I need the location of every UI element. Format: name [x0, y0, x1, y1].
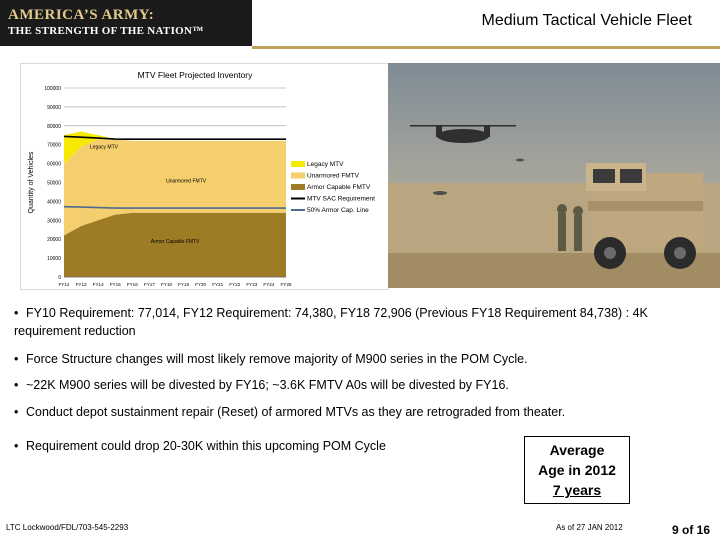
legend-swatch	[291, 161, 305, 167]
bullet-4: • Conduct depot sustainment repair (Reset) of armored MTVs as they are retrograded from theater.	[14, 405, 566, 419]
banner-line-1: AMERICA’S ARMY:	[8, 7, 155, 23]
legend-swatch	[291, 173, 305, 179]
y-axis-label: Quantity of Vehicles	[28, 151, 35, 214]
bullet-2-text: Force Structure changes will most likely remove majority of M900 series in the POM Cycle.	[26, 352, 528, 366]
convoy-helicopter-image	[388, 63, 720, 288]
area-annotation: Legacy MTV	[89, 144, 118, 151]
y-tick-label: 90000	[47, 104, 61, 111]
bullet-4-text: Conduct depot sustainment repair (Reset) of armored MTVs as they are retrograded from theater.	[26, 405, 566, 419]
age-value: 7 years	[552, 482, 602, 498]
x-tick-label: FY17	[143, 282, 155, 287]
x-tick-label: FY16	[126, 282, 138, 287]
legend-label: Unarmored FMTV	[307, 172, 360, 180]
bullet-3-text: ~22K M900 series will be divested by FY16; ~3.6K FMTV A0s will be divested by FY16.	[26, 378, 509, 392]
bullet-1: • FY10 Requirement: 77,014, FY12 Requirement: 74,380, FY18 72,906 (Previous FY18 Requirement 84,738) : 4K requirement reduction	[14, 306, 648, 338]
chart-frame	[20, 63, 389, 290]
page-number: 9 of 16	[672, 523, 711, 537]
fleet-inventory-chart	[21, 64, 388, 289]
y-tick-label: 20000	[47, 237, 61, 244]
y-tick-label: 80000	[47, 123, 61, 130]
title-area	[252, 0, 720, 46]
bullet-5: • Requirement could drop 20-30K within this upcoming POM Cycle	[14, 439, 386, 453]
x-tick-label: FY21	[212, 282, 224, 287]
legend-label: Armor Capable FMTV	[307, 184, 371, 192]
y-tick-label: 100000	[44, 86, 61, 92]
area-annotation: Unarmored FMTV	[166, 178, 207, 185]
y-tick-label: 50000	[47, 180, 61, 187]
vehicle-photo	[388, 63, 720, 288]
banner-line-2: THE STRENGTH OF THE NATION™	[8, 25, 204, 37]
x-tick-label: FY24	[263, 282, 275, 287]
army-banner	[0, 0, 252, 46]
bullet-1-text: FY10 Requirement: 77,014, FY12 Requirement: 74,380, FY18 72,906 (Previous FY18 Requirement 84,738) : 4K requirement reduction	[14, 306, 648, 338]
bullet-3: • ~22K M900 series will be divested by FY16; ~3.6K FMTV A0s will be divested by FY16.	[14, 378, 509, 392]
y-tick-label: 70000	[47, 142, 61, 149]
y-tick-label: 10000	[47, 256, 61, 263]
x-tick-label: FY14	[92, 282, 104, 287]
x-tick-label: FY23	[246, 282, 258, 287]
x-tick-label: FY25	[280, 282, 292, 287]
title-underline	[252, 46, 720, 49]
age-line-2: Age in 2012	[538, 462, 616, 478]
y-tick-label: 0	[58, 275, 61, 281]
x-tick-label: FY13	[75, 282, 87, 287]
area-annotation: Armor Capable FMTV	[150, 238, 200, 245]
footer-date: As of 27 JAN 2012	[556, 523, 623, 532]
footer-contact: LTC Lockwood/FDL/703-545-2293	[6, 523, 129, 532]
y-tick-label: 60000	[47, 161, 61, 168]
average-age-box	[524, 436, 630, 504]
bullet-2: • Force Structure changes will most likely remove majority of M900 series in the POM Cycle.	[14, 352, 528, 366]
y-tick-label: 30000	[47, 218, 61, 225]
x-tick-label: FY18	[160, 282, 172, 287]
age-line-1: Average	[549, 442, 605, 458]
chart-title: MTV Fleet Projected Inventory	[137, 70, 253, 80]
legend-label: MTV SAC Requirement	[307, 195, 375, 203]
x-tick-label: FY12	[58, 282, 70, 287]
x-tick-label: FY20	[195, 282, 207, 287]
legend-label: 50% Armor Cap. Line	[307, 207, 369, 215]
legend-label: Legacy MTV	[307, 161, 344, 169]
slide-title: Medium Tactical Vehicle Fleet	[481, 12, 692, 29]
x-tick-label: FY19	[178, 282, 190, 287]
bullet-5-text: Requirement could drop 20-30K within this upcoming POM Cycle	[26, 439, 386, 453]
x-tick-label: FY22	[229, 282, 241, 287]
x-tick-label: FY15	[109, 282, 121, 287]
legend-swatch	[291, 184, 305, 190]
y-tick-label: 40000	[47, 199, 61, 206]
